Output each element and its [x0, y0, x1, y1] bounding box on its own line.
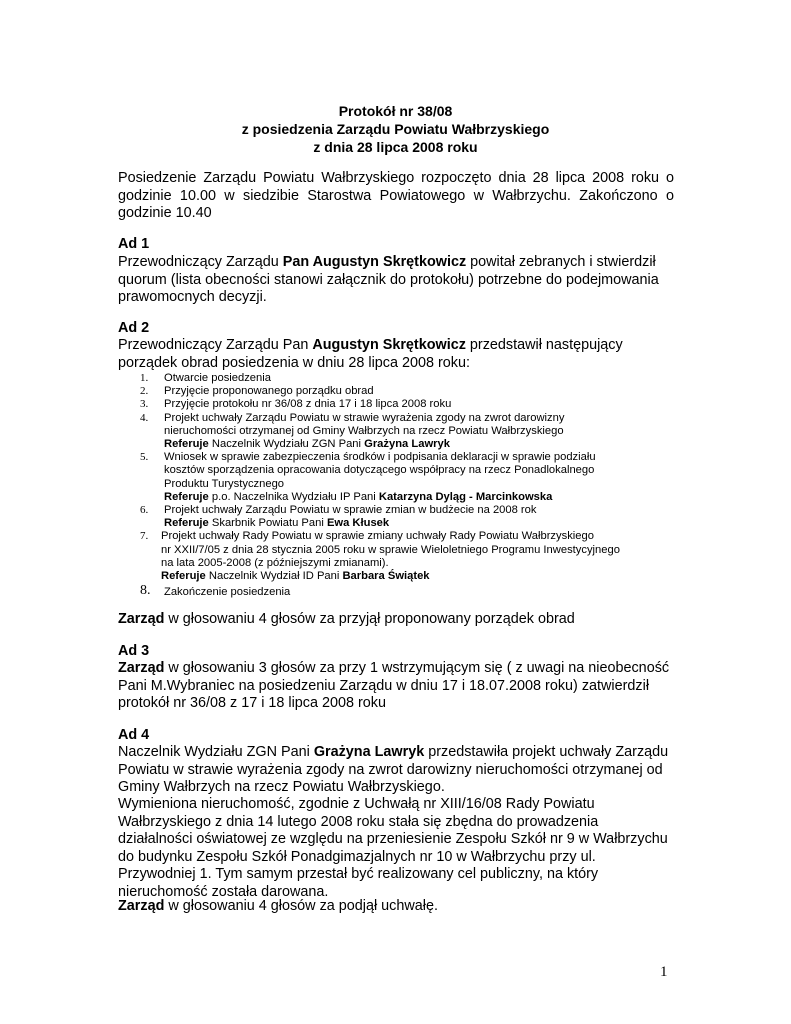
page-number: 1: [660, 964, 668, 980]
agenda-item: [140, 451, 680, 504]
intro-paragraph: Posiedzenie Zarządu Powiatu Wałbrzyskiego rozpoczęto dnia 28 lipca 2008 roku o godzinie 10.00 w siedzibie Starostwa Powiatowego w Wałbrzychu. Zakończono o godzinie 10.40: [118, 170, 674, 221]
protocol-subtitle: z posiedzenia Zarządu Powiatu Wałbrzyskiego: [241, 121, 550, 137]
ad4-presenter-name: Grażyna Lawryk: [313, 744, 425, 760]
ad2-vote-text: w głosowaniu 4 głosów za przyjął proponowany porządek obrad: [164, 611, 575, 627]
ad1-text-2: powitał zebranych i stwierdził quorum (lista obecności stanowi załącznik do protokołu) potrzebne do podejmowania prawomocnych decyzji.: [118, 254, 659, 305]
ad4-paragraph-2: Wymieniona nieruchomość, zgodnie z Uchwałą nr XIII/16/08 Rady Powiatu Wałbrzyskiego z dnia 14 lutego 2008 roku stała się zbędna do prowadzenia działalności oświatowej ze względu na przeniesienie Zespołu Szkół nr 9 w Wałbrzychu do budynku Zespołu Szkół Ponadgimazjalnych nr 10 w Wałbrzychu przy ul. Przywodniej 1. Tym samym przestał być realizowany cel publiczny, na który nieruchomość została darowana.: [118, 796, 668, 900]
ad2-text-2: przedstawił następujący porządek obrad posiedzenia w dniu 28 lipca 2008 roku:: [118, 337, 623, 371]
agenda-item-text: Wniosek w sprawie zabezpieczenia środków i podpisania deklaracji w sprawie podziału: [164, 451, 596, 464]
ad2-heading: Ad 2: [118, 320, 150, 336]
agenda-item-referee: [164, 491, 680, 504]
referee-role: p.o. Naczelnika Wydziału IP Pani: [208, 490, 379, 503]
agenda-item-number: 3.: [140, 398, 149, 411]
ad4-paragraph: [118, 744, 674, 797]
agenda-item: [140, 385, 680, 398]
agenda-item-referee: [164, 517, 680, 530]
ad4-vote-subject: Zarząd: [118, 898, 165, 914]
agenda-list: [140, 372, 680, 599]
ad3-text: w głosowaniu 3 głosów za przy 1 wstrzymującym się ( z uwagi na nieobecność Pani M.Wybraniec na posiedzeniu Zarządu w dniu 17 i 18.07.2008 roku) zatwierdził protokół nr 36/08 z 17 i 18 lipca 2008 roku: [118, 660, 670, 711]
referee-label: Referuje: [164, 517, 209, 530]
agenda-item-text: Przyjęcie proponowanego porządku obrad: [164, 385, 374, 398]
agenda-item-text: nieruchomości otrzymanej od Gminy Wałbrzych na rzecz Powiatu Wałbrzyskiego: [164, 424, 564, 437]
agenda-item-text: Otwarcie posiedzenia: [164, 372, 271, 384]
ad2-vote: [118, 611, 674, 629]
ad2-vote-subject: Zarząd: [118, 611, 165, 627]
agenda-item: [140, 412, 680, 452]
protocol-title: Protokół nr 38/08: [338, 103, 453, 119]
agenda-item: [140, 372, 680, 385]
ad3-heading: Ad 3: [118, 643, 150, 659]
ad4-vote: [118, 898, 674, 916]
referee-name: Barbara Świątek: [342, 570, 430, 583]
referee-label: Referuje: [164, 438, 209, 451]
ad3-paragraph: [118, 660, 674, 713]
agenda-item-number: 2.: [140, 385, 149, 398]
agenda-item-text: Przyjęcie protokołu nr 36/08 z dnia 17 i 18 lipca 2008 roku: [164, 398, 452, 411]
referee-role: Naczelnik Wydziału ZGN Pani: [208, 438, 365, 451]
referee-label: Referuje: [161, 570, 206, 583]
agenda-item: [140, 530, 680, 583]
ad2-paragraph: [118, 337, 674, 372]
ad1-paragraph: [118, 254, 674, 307]
ad3-subject: Zarząd: [118, 660, 165, 676]
agenda-item: [140, 583, 680, 599]
agenda-item-text: Produktu Turystycznego: [164, 477, 285, 490]
referee-label: Referuje: [164, 490, 209, 503]
ad4-heading: Ad 4: [118, 727, 150, 743]
referee-role: Skarbnik Powiatu Pani: [208, 517, 327, 530]
ad2-text-1: Przewodniczący Zarządu Pan: [118, 337, 313, 353]
referee-name: Katarzyna Dyląg - Marcinkowska: [378, 490, 553, 503]
referee-name: Ewa Kłusek: [326, 517, 390, 530]
agenda-item: [140, 398, 680, 411]
agenda-item-text: nr XXII/7/05 z dnia 28 stycznia 2005 roku w sprawie Wieloletniego Programu Inwestycyjnego: [161, 543, 620, 556]
agenda-item-text: Zakończenie posiedzenia: [164, 586, 291, 599]
agenda-item-referee: [161, 570, 680, 583]
agenda-item-text: Projekt uchwały Zarządu Powiatu w strawie wyrażenia zgody na zwrot darowizny: [164, 411, 565, 424]
ad4-text-1: Naczelnik Wydziału ZGN Pani: [118, 744, 314, 760]
agenda-item-referee: [164, 438, 680, 451]
agenda-item-number: 6.: [140, 504, 149, 517]
referee-name: Grażyna Lawryk: [364, 438, 450, 451]
protocol-date: z dnia 28 lipca 2008 roku: [313, 139, 478, 155]
agenda-item: [140, 504, 680, 530]
ad1-chairman-name: Pan Augustyn Skrętkowicz: [282, 254, 467, 270]
ad2-chairman-name: Augustyn Skrętkowicz: [312, 337, 466, 353]
ad4-text-2: przedstawiła projekt uchwały Zarządu Powiatu w strawie wyrażenia zgody na zwrot darowizny nieruchomości otrzymanej od Gminy Wałbrzych na rzecz Powiatu Wałbrzyskiego.: [118, 744, 669, 795]
ad1-text-1: Przewodniczący Zarządu: [118, 254, 283, 270]
agenda-item-number: 4.: [140, 411, 149, 424]
agenda-item-text: Projekt uchwały Rady Powiatu w sprawie zmiany uchwały Rady Powiatu Wałbrzyskiego: [161, 530, 594, 543]
agenda-item-text: na lata 2005-2008 (z późniejszymi zmianami).: [161, 556, 389, 569]
ad4-vote-text: w głosowaniu 4 głosów za podjął uchwałę.: [164, 898, 438, 914]
agenda-item-number: 5.: [140, 451, 149, 464]
agenda-item-text: kosztów sporządzenia opracowania dotyczącego współpracy na rzecz Ponadlokalnego: [164, 464, 595, 477]
ad1-heading: Ad 1: [118, 236, 150, 252]
agenda-item-number: 1.: [140, 372, 149, 384]
referee-role: Naczelnik Wydział ID Pani: [205, 570, 343, 583]
agenda-item-number: 8.: [140, 583, 151, 599]
agenda-item-text: Projekt uchwały Zarządu Powiatu w sprawie zmian w budżecie na 2008 rok: [164, 504, 537, 517]
agenda-item-number: 7.: [140, 530, 149, 543]
